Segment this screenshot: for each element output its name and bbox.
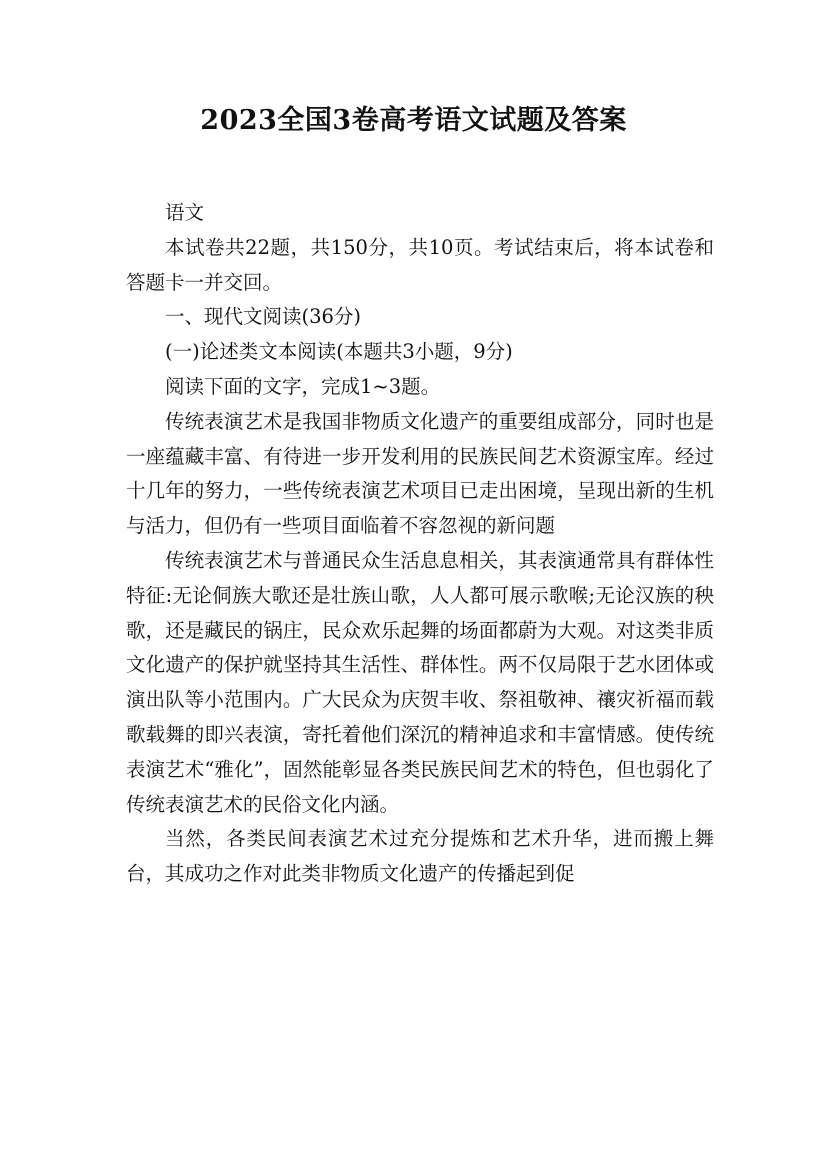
passage-paragraph: 当然，各类民间表演艺术过充分提炼和艺术升华，进而搬上舞台，其成功之作对此类非物质文化遗产的传播起到促 <box>126 827 714 886</box>
reading-instruction: 阅读下面的文字，完成1~3题。 <box>165 374 441 398</box>
exam-instructions: 本试卷共22题，共150分，共10页。考试结束后，将本试卷和答题卡一并交回。 <box>126 235 714 294</box>
subject-line: 语文 <box>165 201 205 224</box>
section-heading: 一、现代文阅读(36分) <box>165 305 362 329</box>
passage-paragraph: 传统表演艺术是我国非物质文化遗产的重要组成部分，同时也是一座蕴藏丰富、有待进一步开发利用的民族民间艺术资源宝库。经过十几年的努力，一些传统表演艺术项目已走出困境，呈现出新的生机与活力，但仍有一些项目面临着不容忽视的新问题 <box>126 409 714 538</box>
document-body <box>126 196 714 892</box>
document-title: 2023全国3卷高考语文试题及答案 <box>200 105 627 136</box>
passage-paragraph: 传统表演艺术与普通民众生活息息相关，其表演通常具有群体性特征:无论侗族大歌还是壮族山歌，人人都可展示歌喉;无论汉族的秧歌，还是藏民的锅庄，民众欢乐起舞的场面都蔚为大观。对这类非质文化遗产的保护就坚持其生活性、群体性。两不仅局限于艺水团体或演出队等小范围内。广大民众为庆贺丰收、祭祖敬神、禳灾祈福而载歌载舞的即兴表演，寄托着他们深沉的精神追求和丰富情感。使传统表演艺术“雅化”，固然能彰显各类民族民间艺术的特色，但也弱化了传统表演艺术的民俗文化内涵。 <box>126 548 714 816</box>
subsection-heading: (一)论述类文本阅读(本题共3小题，9分) <box>165 340 513 364</box>
